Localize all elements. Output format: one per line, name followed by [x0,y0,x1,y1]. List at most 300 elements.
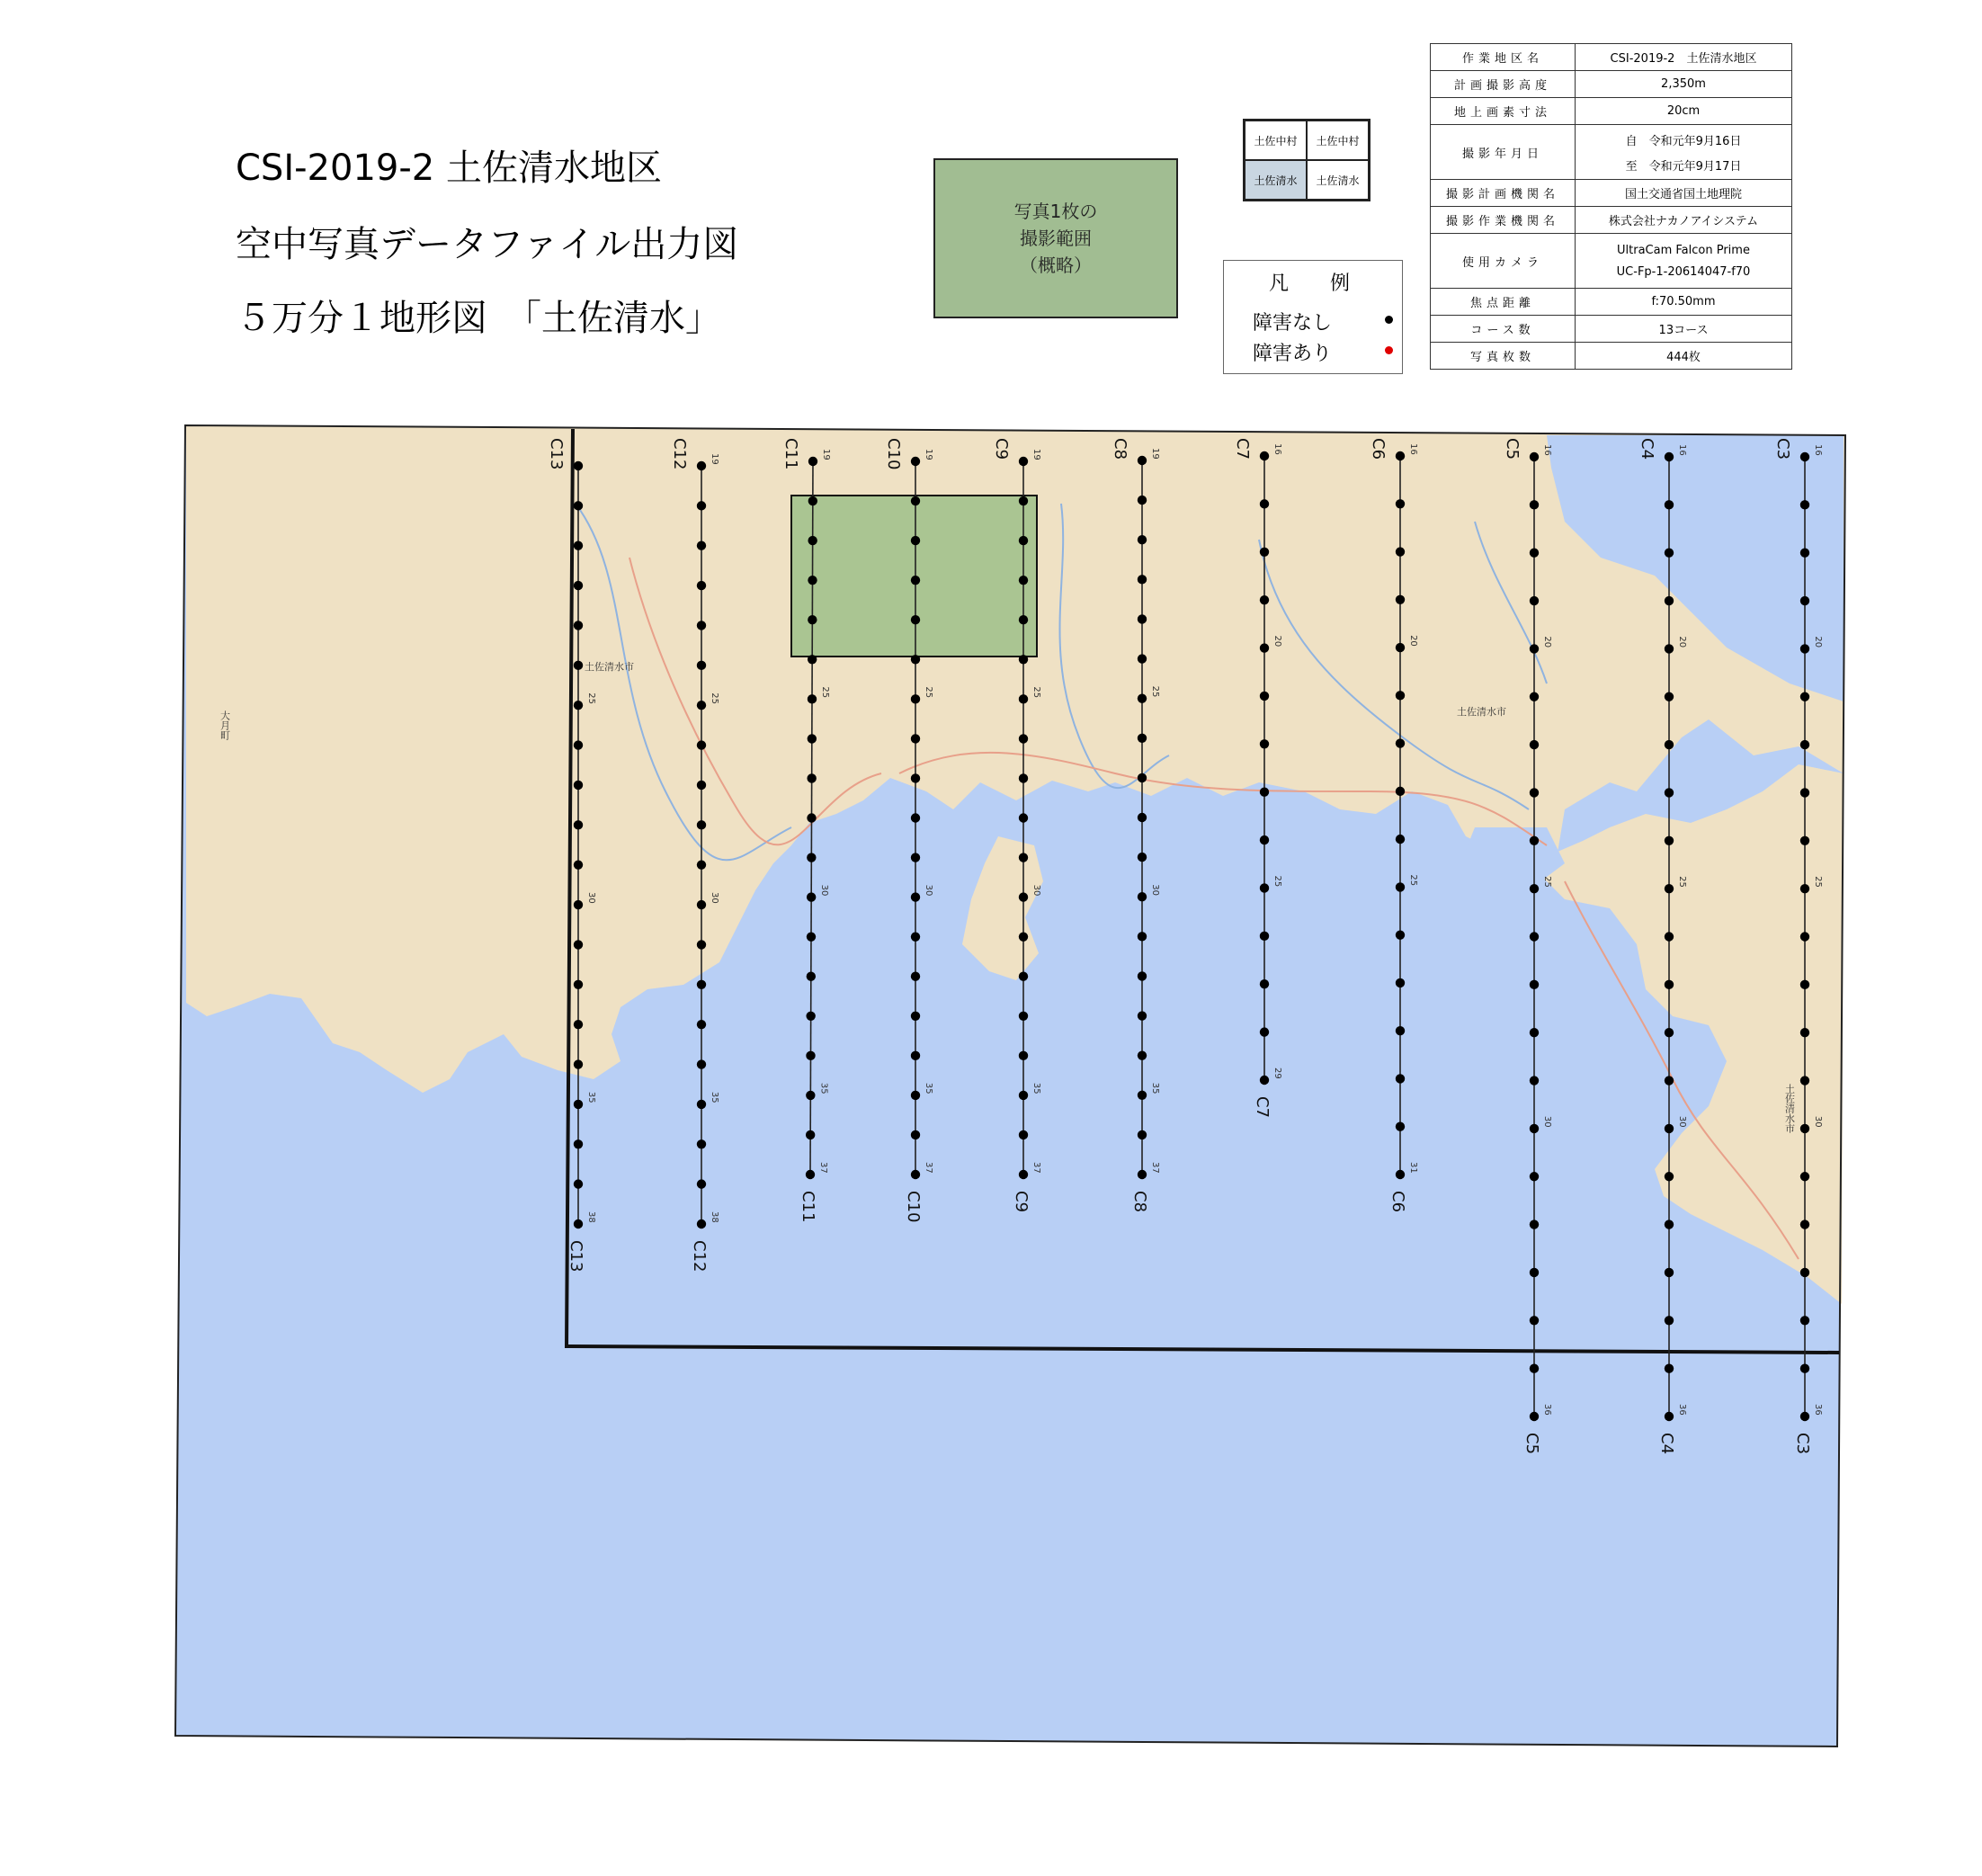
photo-point [697,661,706,670]
date-from: 自 令和元年9月16日 [1625,134,1742,148]
photo-point [1665,549,1674,558]
photo-point [1260,739,1269,748]
photo-number-label: 30 [1542,1115,1552,1128]
photo-point [1260,883,1269,892]
photo-point [1800,596,1809,605]
course-name-label: C13 [547,438,566,470]
photo-point [1019,773,1028,782]
photo-number-label: 36 [1677,1404,1687,1416]
photo-number-label: 25 [1542,876,1552,888]
photo-number-label: 25 [710,692,719,704]
photo-point [697,900,706,909]
photo-number-label: 35 [924,1082,933,1094]
photo-point [911,655,920,664]
photo-point [697,860,706,869]
photo-point [1396,978,1405,987]
photo-point [1138,813,1147,822]
index-cell: 土佐中村 [1307,121,1369,160]
photo-point [1665,644,1674,653]
photo-point [808,734,817,743]
photo-point [1665,1172,1674,1181]
table-row: 計画撮影高度 2,350m [1431,71,1792,98]
date-to: 至 令和元年9月17日 [1625,159,1742,174]
course-name-label: C9 [1012,1191,1031,1213]
photo-point [1019,972,1028,981]
photo-point [574,860,583,869]
photo-point [1530,1268,1539,1277]
photo-number-label: 19 [924,449,933,460]
photo-point [697,621,706,630]
photo-number-label: 37 [818,1162,828,1174]
course-name-label: C5 [1503,438,1522,460]
photo-point [1665,1028,1674,1037]
camera-model: UltraCam Falcon Prime [1617,243,1750,257]
photo-point [1800,692,1809,701]
photo-point [1260,548,1269,557]
photo-point [1396,835,1405,844]
photo-point [1396,930,1405,939]
photo-point [806,1130,815,1139]
photo-point [911,1012,920,1021]
photo-point [697,820,706,829]
photo-point [1800,452,1809,461]
course-name-label: C9 [992,438,1011,460]
photo-point [1396,882,1405,891]
photo-point [1019,576,1028,585]
photo-point [574,581,583,590]
photo-point [807,773,816,782]
photo-point [574,1139,583,1148]
index-cell: 土佐中村 [1245,121,1307,160]
photo-point [1019,932,1028,941]
photo-number-label: 16 [1813,444,1823,456]
map-sheet-name: ５万分１地形図 「土佐清水」 [236,298,721,339]
photo-number-label: 16 [1542,444,1552,456]
photo-point [1800,1268,1809,1277]
photo-number-label: 35 [1150,1082,1160,1094]
photo-point [1530,1219,1539,1228]
photo-point [697,781,706,790]
photo-point [574,501,583,510]
photo-point [1260,787,1269,796]
photo-point [1800,836,1809,845]
photo-number-label: 19 [821,449,831,460]
photo-number-label: 19 [1031,449,1041,460]
photo-point [574,1219,583,1228]
photo-point [1396,1122,1405,1131]
photo-point [1665,692,1674,701]
photo-point [806,1012,815,1021]
photo-point [1138,1170,1147,1179]
course-name-label: C4 [1638,438,1656,460]
photo-number-label: 25 [1677,876,1687,888]
course-name-label: C4 [1657,1433,1676,1455]
photo-point [911,1170,920,1179]
photo-point [1530,596,1539,605]
photo-point [1019,1051,1028,1060]
photo-point [1138,971,1147,980]
course-name-label: C7 [1233,438,1252,460]
place-name: 土佐清水市 [585,661,634,673]
photo-point [911,853,920,862]
photo-point [1019,615,1028,624]
legend-title: 凡例 [1269,272,1392,295]
photo-point [1530,1363,1539,1372]
photo-point [574,541,583,550]
photo-point [1019,1012,1028,1021]
photo-point [911,576,920,585]
photo-point [1530,740,1539,749]
photo-point [911,932,920,941]
photo-point [574,900,583,909]
photo-point [1019,655,1028,664]
photo-number-label: 25 [820,686,830,699]
photo-number-label: 20 [1813,636,1823,648]
photo-number-label: 25 [924,686,933,699]
photo-point [697,1139,706,1148]
photo-point [1800,1124,1809,1133]
photo-point [808,615,817,624]
photo-number-label: 35 [586,1091,596,1103]
photo-point [1530,1076,1539,1085]
photo-point [911,496,920,505]
photo-point [1019,892,1028,901]
course-name-label: C13 [567,1240,585,1273]
photo-point [1530,1124,1539,1133]
course-name-label: C8 [1130,1191,1149,1213]
photo-point [697,1020,706,1029]
photo-point [807,972,816,981]
photo-point [1138,1011,1147,1020]
photo-point [1800,549,1809,558]
photo-point [808,496,817,505]
photo-point [1530,932,1539,941]
course-name-label: C12 [690,1240,709,1273]
photo-point [1800,980,1809,989]
index-cell: 土佐清水 [1307,160,1369,200]
photo-point [1530,549,1539,558]
photo-point [1019,734,1028,743]
photo-point [1530,980,1539,989]
course-name-label: C6 [1388,1191,1407,1213]
photo-point [574,1179,583,1188]
photo-point [911,813,920,822]
photo-point [1530,644,1539,653]
photo-point [1138,734,1147,743]
table-row: 地上画素寸法 20cm [1431,98,1792,125]
photo-number-label: 30 [1813,1115,1823,1128]
photo-point [697,1100,706,1109]
photo-point [1138,1091,1147,1100]
photo-number-label: 25 [1408,874,1418,887]
photo-point [808,457,817,466]
legend-label-obstacle: 障害あり [1253,343,1333,365]
place-name: 大月町 [219,710,231,740]
photo-point [1396,451,1405,460]
photo-number-label: 19 [1150,448,1160,460]
photo-point [1665,1412,1674,1421]
photo-point [807,853,816,862]
course-name-label: C3 [1793,1433,1812,1455]
photo-point [1019,496,1028,505]
photo-point [1800,1076,1809,1085]
photo-point [808,536,817,545]
photo-point [697,701,706,710]
photo-number-label: 25 [1813,876,1823,888]
photo-point [574,1059,583,1068]
photo-point [1800,500,1809,509]
photo-point [1396,1170,1405,1179]
photo-point [1019,813,1028,822]
map-title: CSI-2019-2 土佐清水地区 [236,147,662,189]
photo-point [1665,1316,1674,1325]
photo-point [1800,1363,1809,1372]
photo-point [911,536,920,545]
photo-point [1138,614,1147,623]
photo-number-label: 30 [1677,1115,1687,1128]
photo-point [574,1020,583,1029]
photo-point [808,655,817,664]
photo-point [1800,1219,1809,1228]
photo-point [574,621,583,630]
photo-point [807,813,816,822]
photo-number-label: 37 [1031,1162,1041,1174]
photo-point [1260,979,1269,988]
photo-point [1396,643,1405,652]
photo-point [808,694,817,703]
photo-point [574,740,583,749]
photo-point [1138,932,1147,941]
photo-point [1019,1091,1028,1100]
photo-point [697,940,706,949]
photo-point [1019,1130,1028,1139]
photo-point [806,1091,815,1100]
photo-point [574,701,583,710]
photo-point [1019,457,1028,466]
photo-point [1530,452,1539,461]
photo-point [1260,643,1269,652]
photo-point [1138,1050,1147,1059]
photo-point [807,932,816,941]
photo-number-label: 37 [924,1162,933,1174]
photo-point [1665,740,1674,749]
photo-extent-line2: 撮影範囲 [1020,228,1092,249]
photo-point [1260,595,1269,604]
photo-point [911,615,920,624]
photo-point [1138,853,1147,862]
photo-point [1138,1130,1147,1139]
photo-point [911,1130,920,1139]
photo-point [574,980,583,989]
photo-point [1138,456,1147,465]
photo-extent-line3: （概略） [1020,255,1092,276]
course-name-label: C7 [1253,1096,1272,1119]
photo-point [1019,694,1028,703]
photo-point [911,1051,920,1060]
photo-number-label: 16 [1677,444,1687,456]
photo-point [911,773,920,782]
photo-point [1138,535,1147,544]
photo-point [911,457,920,466]
photo-point [1138,892,1147,901]
photo-point [1800,1316,1809,1325]
photo-point [1138,693,1147,702]
photo-number-label: 36 [1813,1404,1823,1416]
photo-point [1019,536,1028,545]
photo-point [1260,932,1269,941]
photo-point [1665,1219,1674,1228]
table-row: 使用カメラ UltraCam Falcon Prime UC-Fp-1-20614047-f70 [1431,234,1792,289]
photo-point [1665,1268,1674,1277]
photo-number-label: 30 [1031,884,1041,897]
course-name-label: C6 [1369,438,1388,460]
photo-point [1800,740,1809,749]
photo-point [1530,1316,1539,1325]
photo-point [1396,787,1405,796]
photo-point [1530,884,1539,893]
photo-point [1665,1076,1674,1085]
photo-point [697,581,706,590]
photo-point [1530,1412,1539,1421]
photo-point [1665,500,1674,509]
photo-number-label: 30 [710,892,719,904]
photo-number-label: 30 [1150,884,1160,896]
photo-number-label: 25 [1272,875,1282,888]
photo-point [1800,1172,1809,1181]
table-row: 撮影作業機関名 株式会社ナカノアイシステム [1431,207,1792,234]
index-cell-current: 土佐清水 [1245,160,1307,200]
photo-number-label: 35 [710,1091,719,1103]
photo-number-label: 16 [1272,443,1282,455]
photo-point [1800,644,1809,653]
course-name-label: C12 [670,438,689,470]
photo-point [1396,499,1405,508]
photo-point [911,892,920,901]
course-name-label: C11 [799,1191,817,1223]
photo-point [1530,692,1539,701]
photo-point [1260,1027,1269,1036]
photo-point [1260,451,1269,460]
photo-point [1665,884,1674,893]
photo-point [1800,932,1809,941]
place-name: 土佐清水市 [1457,706,1506,718]
photo-point [1665,788,1674,797]
legend-label-no-obstacle: 障害なし [1253,312,1333,335]
photo-point [574,661,583,670]
photo-point [1396,691,1405,700]
photo-point [1800,1412,1809,1421]
camera-serial: UC-Fp-1-20614047-f70 [1616,264,1751,279]
photo-point [574,461,583,470]
photo-point [1138,773,1147,782]
photo-point [574,940,583,949]
photo-number-label: 20 [1272,635,1282,648]
photo-number-label: 36 [1542,1404,1552,1416]
table-row: コース数 13コース [1431,316,1792,343]
photo-point [1260,835,1269,844]
photo-number-label: 25 [1031,686,1041,699]
table-row: 焦点距離 f:70.50mm [1431,289,1792,316]
photo-number-label: 19 [710,453,719,465]
photo-point [806,1170,815,1179]
photo-number-label: 38 [586,1211,596,1223]
table-row: 撮影計画機関名 国土交通省国土地理院 [1431,180,1792,207]
course-name-label: C10 [884,438,903,470]
photo-point [1665,1363,1674,1372]
map-subtitle: 空中写真データファイル出力図 [236,224,739,265]
photo-point [1800,788,1809,797]
photo-extent-line1: 写真1枚の [1013,201,1098,222]
photo-point [697,1179,706,1188]
photo-point [807,892,816,901]
photo-point [574,1100,583,1109]
photo-point [1665,596,1674,605]
photo-point [1260,692,1269,701]
photo-point [1665,452,1674,461]
photo-number-label: 31 [1408,1162,1418,1174]
photo-number-label: 16 [1408,443,1418,455]
photo-point [574,781,583,790]
photo-point [697,740,706,749]
photo-point [1530,788,1539,797]
photo-point [1138,654,1147,663]
photo-point [911,972,920,981]
photo-number-label: 35 [818,1082,829,1094]
photo-point [1260,499,1269,508]
course-name-label: C10 [904,1191,923,1223]
place-name: 土佐清水市 [1783,1084,1796,1133]
photo-point [808,576,817,585]
photo-number-label: 38 [710,1211,719,1223]
photo-point [1396,547,1405,556]
photo-number-label: 37 [1150,1162,1160,1174]
photo-point [806,1051,815,1060]
photo-point [1396,1026,1405,1035]
photo-point [1530,1028,1539,1037]
photo-point [697,980,706,989]
course-name-label: C5 [1522,1433,1541,1455]
photo-point [1396,738,1405,747]
photo-point [1019,1170,1028,1179]
photo-point [1530,500,1539,509]
photo-point [1530,1172,1539,1181]
photo-number-label: 35 [1031,1082,1041,1094]
photo-point [1665,932,1674,941]
photo-point [1530,836,1539,845]
photo-point [1396,1074,1405,1083]
photo-point [697,501,706,510]
table-row: 写真枚数 444枚 [1431,343,1792,370]
photo-point [911,1091,920,1100]
photo-number-label: 30 [924,884,933,897]
table-row: 撮影年月日 自 令和元年9月16日 至 令和元年9月17日 [1431,125,1792,180]
photo-number-label: 25 [586,692,596,704]
photo-point [697,541,706,550]
photo-point [697,461,706,470]
photo-point [1665,980,1674,989]
photo-point [1665,1124,1674,1133]
photo-number-label: 30 [586,892,596,904]
photo-point [1800,1028,1809,1037]
photo-point [697,1059,706,1068]
photo-point [697,1219,706,1228]
photo-point [1260,1076,1269,1085]
photo-point [1665,836,1674,845]
photo-point [1800,884,1809,893]
photo-point [1138,496,1147,505]
photo-number-label: 30 [819,884,830,897]
course-name-label: C8 [1111,438,1129,460]
